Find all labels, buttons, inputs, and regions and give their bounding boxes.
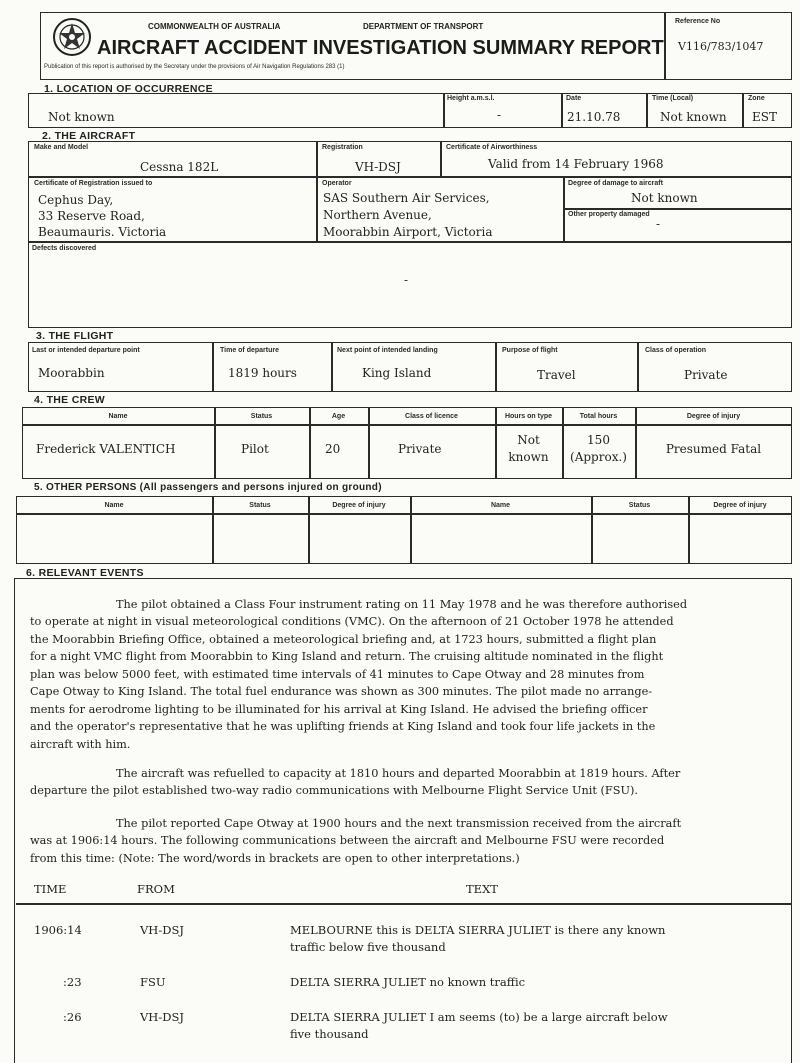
purpose-label: Purpose of flight xyxy=(502,347,558,354)
height-label: Height a.m.s.l. xyxy=(447,95,495,102)
paragraph-line: the Moorabbin Briefing Office, obtained a meteorological briefing and, at 1723 hours, submitted a flight plan xyxy=(30,633,657,646)
time-label: Time (Local) xyxy=(652,95,694,102)
crew-injury: Presumed Fatal xyxy=(665,442,762,456)
department-label: DEPARTMENT OF TRANSPORT xyxy=(363,22,484,31)
paragraph-line: plan was below 5000 feet, with estimated time intervals of 41 minutes to Cape Otway and 28 minutes from xyxy=(30,668,645,681)
other-header-name: Name xyxy=(104,502,124,509)
section-other-persons-title: 5. OTHER PERSONS (All passengers and persons injured on ground) xyxy=(34,482,382,493)
next-point-label: Next point of intended landing xyxy=(337,347,438,354)
section-crew-title: 4. THE CREW xyxy=(34,394,105,406)
class-label: Class of operation xyxy=(645,347,707,354)
other-header-name-2: Name xyxy=(490,502,511,509)
crew-name: Frederick VALENTICH xyxy=(36,442,176,456)
time-value: Not known xyxy=(660,110,727,124)
other-property-label: Other property damaged xyxy=(568,211,650,218)
operator-label: Operator xyxy=(322,180,352,187)
col-header-text: TEXT xyxy=(466,882,498,896)
class-value: Private xyxy=(684,368,728,382)
col-header-time: TIME xyxy=(34,882,67,896)
crew-hline xyxy=(22,424,792,426)
section-events-title: 6. RELEVANT EVENTS xyxy=(26,567,144,579)
comms-from: VH-DSJ xyxy=(140,1010,184,1024)
paragraph-line: departure the pilot established two-way radio communications with Melbourne Flight Service Unit (FSU). xyxy=(30,784,639,797)
operator-line: Moorabbin Airport, Victoria xyxy=(323,225,493,239)
crew-header-total-hours: Total hours xyxy=(579,413,618,420)
comms-from: FSU xyxy=(140,975,166,989)
purpose-value: Travel xyxy=(537,368,576,382)
flight-vline xyxy=(331,342,333,392)
flight-vline xyxy=(495,342,497,392)
crew-status: Pilot xyxy=(241,442,269,456)
reference-label: Reference No xyxy=(675,18,721,25)
comms-text: MELBOURNE this is DELTA SIERRA JULIET is there any known xyxy=(290,923,666,937)
registration-label: Registration xyxy=(322,144,363,151)
crew-header-age: Age xyxy=(331,413,346,420)
crew-licence: Private xyxy=(398,442,442,456)
paragraph-line: was at 1906:14 hours. The following communications between the aircraft and Melbourne FSU were recorded xyxy=(30,834,665,847)
height-value: - xyxy=(497,108,502,122)
paragraph-line: for a night VMC flight from Moorabbin to King Island and return. The cruising altitude nominated in the flight xyxy=(30,650,664,663)
section-location-title: 1. LOCATION OF OCCURRENCE xyxy=(44,83,213,95)
other-header-injury-2: Degree of injury xyxy=(713,502,767,509)
crew-header-hours-type: Hours on type xyxy=(504,413,553,420)
aircraft-vline xyxy=(440,141,442,177)
col-header-from: FROM xyxy=(137,882,175,896)
flight-vline xyxy=(212,342,214,392)
paragraph-line: The pilot obtained a Class Four instrument rating on 11 May 1978 and he was therefore authorised xyxy=(116,598,688,611)
operator-line: Northern Avenue, xyxy=(323,208,432,222)
other-persons-hline xyxy=(16,513,792,515)
cert-reg-line: Beaumauris. Victoria xyxy=(38,225,167,239)
zone-label: Zone xyxy=(748,95,765,102)
reference-value: V116/783/1047 xyxy=(678,40,764,53)
paragraph-line: aircraft with him. xyxy=(30,738,131,751)
zone-value: EST xyxy=(752,110,777,124)
crew-header-name: Name xyxy=(108,413,128,420)
other-header-injury: Degree of injury xyxy=(332,502,386,509)
paragraph-line: The aircraft was refuelled to capacity at 1810 hours and departed Moorabbin at 1819 hours. After xyxy=(116,767,681,780)
departure-time-label: Time of departure xyxy=(220,347,279,354)
paragraph-line: Cape Otway to King Island. The total fuel endurance was shown as 300 minutes. The pilot made no arrange- xyxy=(30,685,653,698)
make-value: Cessna 182L xyxy=(140,160,219,174)
crew-hours-type: known xyxy=(508,450,549,464)
cert-reg-line: 33 Reserve Road, xyxy=(38,209,145,223)
comms-text: DELTA SIERRA JULIET I am seems (to) be a large aircraft below xyxy=(290,1010,668,1024)
location-place: Not known xyxy=(48,110,115,124)
publication-note: Publication of this report is authorised by the Secretary under the provisions of Air Navigation Regulations 283 (1) xyxy=(44,64,345,70)
comms-from: VH-DSJ xyxy=(140,923,184,937)
crew-header-injury: Degree of injury xyxy=(686,413,741,420)
header-divider xyxy=(664,12,666,80)
location-divider xyxy=(443,93,445,128)
section-flight-title: 3. THE FLIGHT xyxy=(36,330,114,342)
location-divider xyxy=(561,93,563,128)
crew-total-hours: 150 xyxy=(587,433,610,447)
operator-line: SAS Southern Air Services, xyxy=(323,191,490,205)
crew-header-status: Status xyxy=(250,413,273,420)
other-property-value: - xyxy=(656,217,661,231)
location-divider xyxy=(646,93,648,128)
airworthiness-value: Valid from 14 February 1968 xyxy=(488,157,664,171)
crew-age: 20 xyxy=(325,442,341,456)
defects-label: Defects discovered xyxy=(32,245,97,252)
crew-header-licence: Class of licence xyxy=(405,413,458,420)
departure-point-label: Last or intended departure point xyxy=(32,347,140,354)
departure-point-value: Moorabbin xyxy=(38,366,105,380)
damage-value: Not known xyxy=(631,191,698,205)
comms-text: five thousand xyxy=(290,1027,369,1041)
departure-time-value: 1819 hours xyxy=(228,366,297,380)
paragraph-line: to operate at night in visual meteorological conditions (VMC). On the afternoon of 21 October 1978 he attended xyxy=(30,615,674,628)
aircraft-vline xyxy=(316,141,318,241)
location-divider xyxy=(742,93,744,128)
comms-time: 1906:14 xyxy=(34,923,82,937)
comms-time: :26 xyxy=(63,1010,82,1024)
cert-reg-line: Cephus Day, xyxy=(38,193,114,207)
commonwealth-label: COMMONWEALTH OF AUSTRALIA xyxy=(148,22,281,31)
crew-hours-type: Not xyxy=(517,433,540,447)
aircraft-hline xyxy=(28,241,792,243)
aircraft-hline xyxy=(28,176,792,178)
paragraph-line: The pilot reported Cape Otway at 1900 hours and the next transmission received from the aircraft xyxy=(116,817,682,830)
aircraft-hline xyxy=(563,208,792,210)
comms-text: DELTA SIERRA JULIET no known traffic xyxy=(290,975,526,989)
date-value: 21.10.78 xyxy=(567,110,621,124)
registration-value: VH-DSJ xyxy=(355,160,401,174)
crew-total-hours: (Approx.) xyxy=(570,450,627,464)
comms-text: traffic below five thousand xyxy=(290,940,446,954)
paragraph-line: ments for aerodrome lighting to be illuminated for his arrival at King Island. He advised the briefing officer xyxy=(30,703,648,716)
section-aircraft-title: 2. THE AIRCRAFT xyxy=(42,130,136,142)
date-label: Date xyxy=(566,95,582,102)
comms-time: :23 xyxy=(63,975,82,989)
damage-label: Degree of damage to aircraft xyxy=(568,180,663,187)
paragraph-line: and the operator's representative that he was uplifting friends at King Island and took four life jackets in the xyxy=(30,720,656,733)
flight-vline xyxy=(637,342,639,392)
other-header-status-2: Status xyxy=(628,502,651,509)
defects-value: - xyxy=(404,273,409,287)
report-title: AIRCRAFT ACCIDENT INVESTIGATION SUMMARY REPORT xyxy=(97,37,664,59)
airworthiness-label: Certificate of Airworthiness xyxy=(446,144,538,151)
next-point-value: King Island xyxy=(362,366,432,380)
cert-reg-label: Certificate of Registration issued to xyxy=(34,180,153,187)
comms-header-rule xyxy=(16,903,792,905)
paragraph-line: from this time: (Note: The word/words in brackets are open to other interpretations.) xyxy=(30,852,520,865)
make-label: Make and Model xyxy=(34,144,89,151)
other-header-status: Status xyxy=(249,502,271,509)
commonwealth-crest-icon xyxy=(52,17,92,57)
